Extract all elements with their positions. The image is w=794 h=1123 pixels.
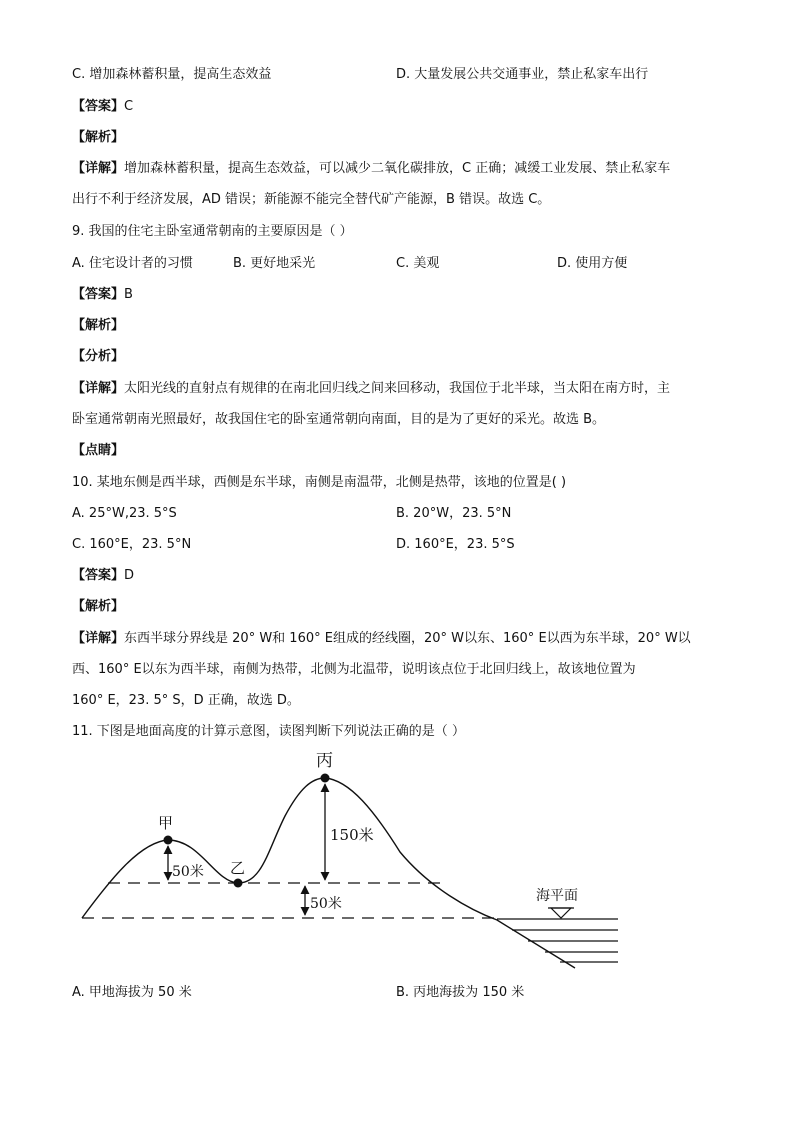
label-bing: 丙	[316, 751, 333, 771]
answer-value: D	[124, 568, 135, 583]
q9-option-b: B. 更好地采光	[233, 256, 316, 271]
q10-detail-line1	[72, 630, 691, 648]
q11-option-a: A. 甲地海拔为 50 米	[72, 985, 192, 1000]
q10-option-b: B. 20°W，23. 5°N	[396, 506, 512, 521]
detail-text: 增加森林蓄积量，提高生态效益，可以减少二氧化碳排放，C 正确；减缓工业发展、禁止私家车	[124, 161, 671, 176]
q9-option-d: D. 使用方便	[557, 256, 628, 271]
q9-analysis-tag: 【解析】	[72, 318, 125, 333]
q10-stem: 10. 某地东侧是西半球，西侧是东半球，南侧是南温带，北侧是热带，该地的位置是( )	[72, 475, 567, 490]
label-sea-level: 海平面	[536, 888, 578, 904]
answer-tag: 【答案】	[72, 568, 125, 583]
q9-comment-tag: 【点睛】	[72, 443, 125, 458]
detail-tag: 【详解】	[72, 381, 125, 396]
q10-option-c: C. 160°E，23. 5°N	[72, 537, 192, 552]
q8-answer	[72, 98, 133, 116]
sea-hatching	[497, 919, 618, 962]
point-jia	[164, 836, 173, 845]
q9-detail-line2: 卧室通常朝南光照最好，故我国住宅的卧室通常朝向南面，目的是为了更好的采光。故选 B。	[72, 412, 606, 427]
elevation-diagram	[0, 740, 794, 980]
label-yi: 乙	[230, 859, 246, 877]
sea-level-marker-icon	[551, 908, 571, 918]
label-150: 150米	[330, 826, 374, 844]
q11-option-b: B. 丙地海拔为 150 米	[396, 985, 525, 1000]
q8-option-d: D. 大量发展公共交通事业，禁止私家车出行	[396, 67, 649, 82]
q8-option-c: C. 增加森林蓄积量，提高生态效益	[72, 67, 272, 82]
point-yi	[234, 879, 243, 888]
detail-tag: 【详解】	[72, 631, 125, 646]
answer-value: B	[124, 287, 133, 302]
detail-text: 太阳光线的直射点有规律的在南北回归线之间来回移动，我国位于北半球，当太阳在南方时，主	[124, 381, 671, 396]
q9-stem: 9. 我国的住宅主卧室通常朝南的主要原因是（ ）	[72, 224, 353, 239]
label-50-upper: 50米	[172, 864, 204, 880]
point-bing	[321, 774, 330, 783]
q8-analysis-tag: 【解析】	[72, 130, 125, 145]
q10-answer	[72, 567, 134, 585]
q10-detail-line3: 160° E，23. 5° S，D 正确，故选 D。	[72, 693, 300, 708]
q10-analysis-tag: 【解析】	[72, 599, 125, 614]
terrain-profile	[82, 778, 575, 968]
q8-detail-line1	[72, 160, 670, 178]
q9-analysis2-tag: 【分析】	[72, 349, 125, 364]
q8-detail-line2: 出行不利于经济发展，AD 错误；新能源不能完全替代矿产能源，B 错误。故选 C。	[72, 192, 551, 207]
answer-tag: 【答案】	[72, 287, 125, 302]
q9-detail-line1	[72, 380, 670, 398]
label-50-lower: 50米	[310, 896, 342, 912]
answer-tag: 【答案】	[72, 99, 125, 114]
detail-text: 东西半球分界线是 20° W和 160° E组成的经线圈，20° W以东、160° E以西为东半球，20° W以	[124, 631, 691, 646]
q9-option-a: A. 住宅设计者的习惯	[72, 256, 193, 271]
q11-stem: 11. 下图是地面高度的计算示意图，读图判断下列说法正确的是（ ）	[72, 724, 465, 739]
q9-answer	[72, 286, 133, 304]
q9-option-c: C. 美观	[396, 256, 440, 271]
q10-option-d: D. 160°E，23. 5°S	[396, 537, 515, 552]
detail-tag: 【详解】	[72, 161, 125, 176]
answer-value: C	[124, 99, 134, 114]
q10-detail-line2: 西、160° E以东为西半球，南侧为热带，北侧为北温带，说明该点位于北回归线上，故该地位置为	[72, 662, 636, 677]
q10-option-a: A. 25°W,23. 5°S	[72, 506, 177, 521]
label-jia: 甲	[158, 814, 174, 832]
